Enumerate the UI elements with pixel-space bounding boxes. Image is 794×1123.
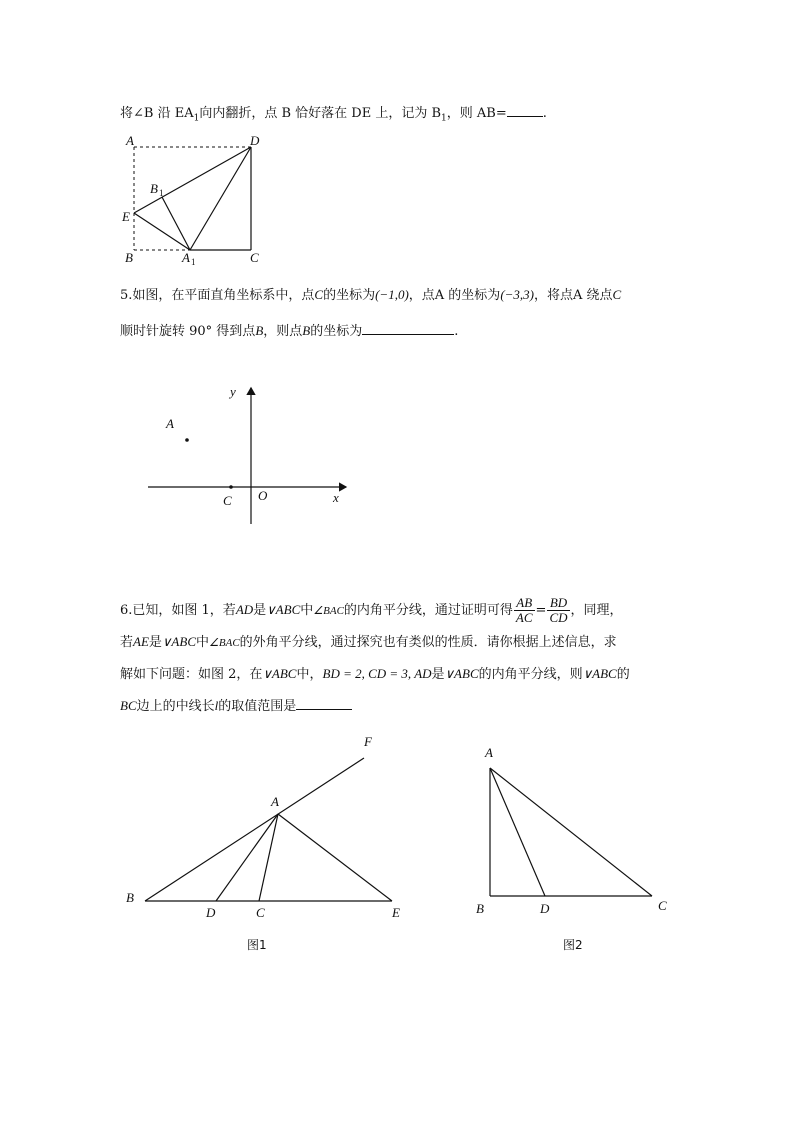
fig2-label-A: A bbox=[485, 745, 493, 760]
q5-label-y: y bbox=[230, 384, 236, 399]
fig1-label-C: C bbox=[256, 905, 265, 920]
q4-label-B1: B bbox=[150, 181, 158, 196]
q5-line2: 顺时针旋转 90° 得到点B，则点B的坐标为 . bbox=[120, 323, 459, 339]
q5-label-A: A bbox=[166, 416, 174, 431]
q4-label-B1-sub: 1 bbox=[159, 188, 164, 198]
fraction-AB-AC: $\frac{AB}{AC}$ bbox=[515, 595, 533, 625]
q4-label-A1-sub: 1 bbox=[191, 257, 196, 267]
q6-line2: 若AE是∨ABC中∠BAC的外角平分线，通过探究也有类似的性质．请你根据上述信息，求 bbox=[120, 634, 617, 650]
fig2-label-B: B bbox=[476, 901, 484, 916]
fig1-label-F: F bbox=[364, 734, 372, 749]
q5-label-C: C bbox=[223, 493, 232, 508]
q5-label-x: x bbox=[333, 490, 339, 505]
fraction-BD-CD: $\frac{BD}{CD}$ bbox=[549, 595, 568, 625]
q4-text: 将∠B 沿 $EA_1$向内翻折，点 B 恰好落在 DE 上，记为 $B_1$，则 AB= . bbox=[120, 106, 547, 124]
q6-line1: 6.已知，如图 1，若AD是∨ABC中∠BAC的内角平分线，通过证明可得 $\frac{AB}{AC}$ = $\frac{BD}{CD}$ ，同理， bbox=[120, 595, 623, 625]
fig1-label-D: D bbox=[206, 905, 216, 920]
q4-label-A1: A bbox=[182, 250, 190, 265]
q4-label-A: A bbox=[126, 133, 134, 148]
fig2-label-C: C bbox=[658, 898, 667, 913]
q4-label-C: C bbox=[250, 250, 259, 265]
fig2-label-D: D bbox=[540, 901, 550, 916]
q4-label-B: B bbox=[125, 250, 133, 265]
fig2-caption: 图2 bbox=[563, 938, 583, 952]
q5-line1: 5.如图，在平面直角坐标系中，点C的坐标为(−1,0)，点A 的坐标为(−3,3)，将点A 绕点C bbox=[120, 287, 622, 303]
q5-label-O: O bbox=[258, 488, 268, 503]
fig1-label-B: B bbox=[126, 890, 134, 905]
fig1-caption: 图1 bbox=[247, 938, 267, 952]
q6-line3: 解如下问题：如图 2，在∨ABC中，BD = 2, CD = 3, AD是∨ABC的内角平分线，则∨ABC的 bbox=[120, 666, 630, 682]
q4-label-E: E bbox=[122, 209, 130, 224]
q6-line4: BC边上的中线长l的取值范围是 bbox=[120, 697, 352, 716]
fig1-label-E: E bbox=[392, 905, 400, 920]
q4-label-D: D bbox=[250, 133, 260, 148]
fig1-label-A: A bbox=[271, 794, 279, 809]
